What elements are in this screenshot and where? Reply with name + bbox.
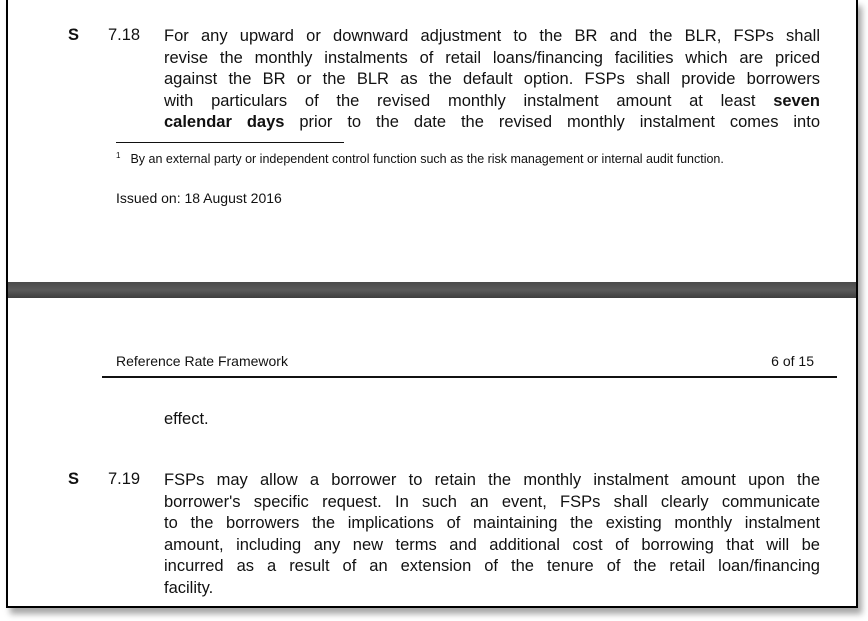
clause-text-7-18	[164, 26, 820, 134]
clause-text-7-19	[164, 470, 820, 599]
clause-7-19-line-3: to the borrowers the implications of maintaining the existing monthly instalment	[164, 514, 820, 532]
issued-date: Issued on: 18 August 2016	[116, 190, 282, 206]
footnote-number: 1	[116, 151, 121, 160]
clause-7-18-line-1: For any upward or downward adjustment to the BR and the BLR, FSPs shall	[164, 27, 820, 45]
clause-7-18-line-4-text: with particulars of the revised monthly instalment amount at least	[164, 91, 756, 110]
clause-7-19-line-2: borrower's specific request. In such an event, FSPs shall clearly communicate	[164, 492, 820, 511]
clause-number-7-18: 7.18	[108, 26, 141, 44]
clause-7-19-line-6: facility.	[164, 578, 214, 597]
page-top	[8, 0, 856, 282]
continuation-text: effect.	[164, 410, 209, 428]
clause-number-7-19: 7.19	[108, 470, 141, 488]
footnote-text: By an external party or independent control function such as the risk management or internal audit function.	[130, 152, 724, 166]
running-header-title: Reference Rate Framework	[116, 353, 288, 369]
clause-7-18-line-5-text: prior to the date the revised monthly instalment comes into	[299, 113, 820, 131]
clause-7-19-line-4: amount, including any new terms and additional cost of borrowing that will be	[164, 535, 820, 554]
page-gap	[8, 282, 856, 298]
clause-7-19-line-1: FSPs may allow a borrower to retain the monthly instalment amount upon the	[164, 471, 820, 489]
clause-7-18-line-5	[164, 112, 820, 134]
clause-7-18-line-4	[164, 91, 820, 113]
page-number: 6 of 15	[771, 353, 814, 369]
clause-7-18-line-2: revise the monthly instalments of retail loans/financing facilities which are priced	[164, 48, 820, 67]
clause-7-19-line-5: incurred as a result of an extension of the tenure of the retail loan/financing	[164, 557, 820, 575]
bold-seven: seven	[773, 91, 820, 110]
bold-calendar-days: calendar days	[164, 113, 285, 131]
footnote	[116, 152, 724, 166]
clause-7-18-line-3: against the BR or the BLR as the default option. FSPs shall provide borrowers	[164, 70, 820, 88]
footnote-divider	[116, 142, 344, 143]
header-rule	[102, 376, 837, 378]
clause-marker-7-19: S	[68, 470, 80, 488]
clause-marker-7-18: S	[68, 26, 80, 44]
page-bottom	[8, 298, 856, 606]
document-frame	[6, 0, 858, 608]
